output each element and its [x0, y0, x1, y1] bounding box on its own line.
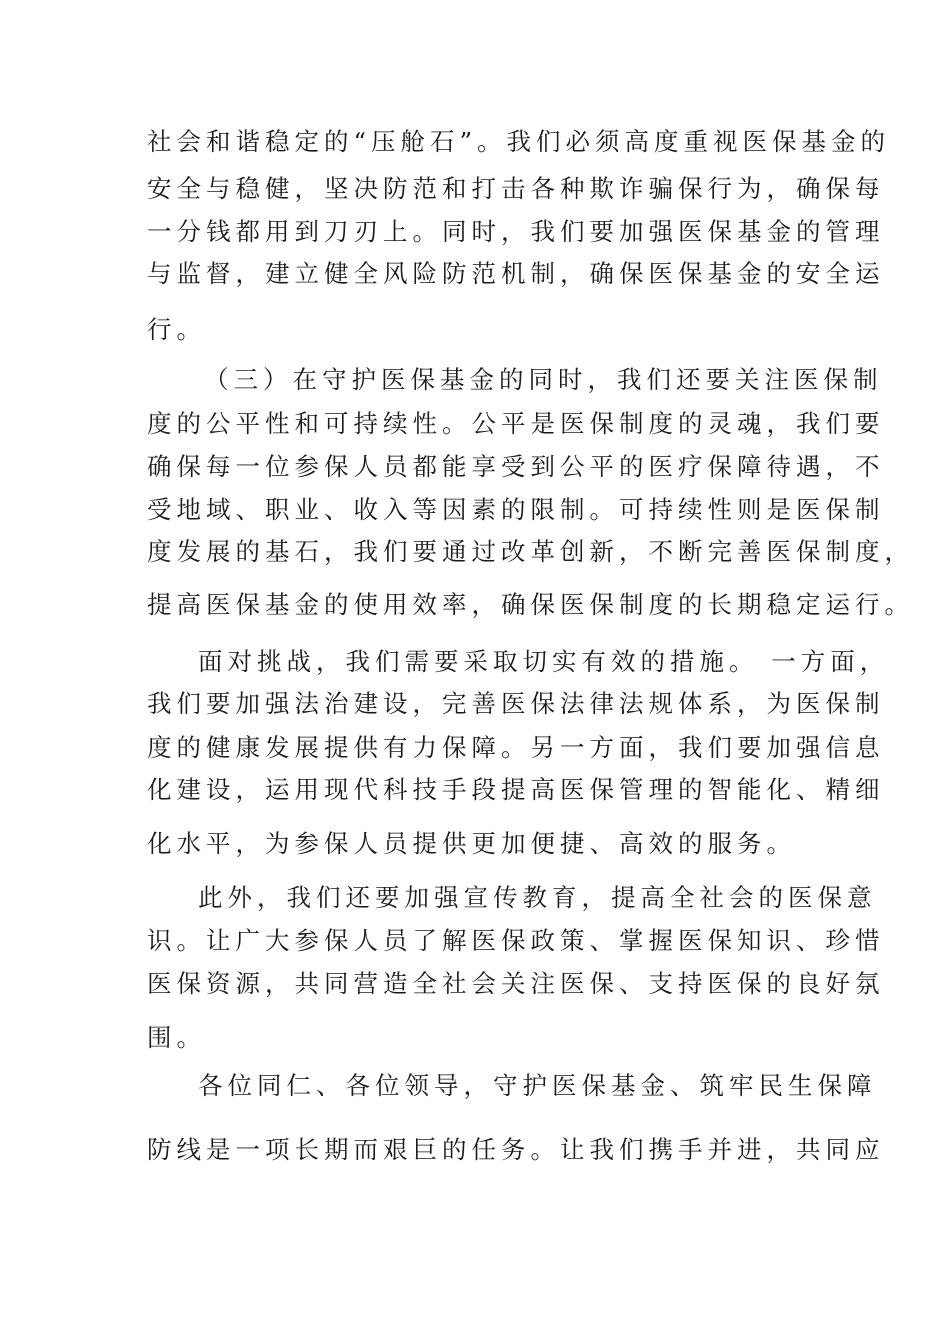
- text-line: 行。: [147, 315, 206, 344]
- text-line: 度的公平性和可持续性。公平是医保制度的灵魂，我们要: [147, 409, 885, 438]
- text-line: 提高医保基金的使用效率，确保医保制度的长期稳定运行。: [147, 590, 914, 619]
- paragraph-first-line: （三）在守护医保基金的同时，我们还要关注医保制: [204, 365, 883, 394]
- text-line: 防线是一项长期而艰巨的任务。让我们携手并进，共同应: [147, 1135, 885, 1164]
- text-line: 度的健康发展提供有力保障。另一方面，我们要加强信息: [147, 733, 885, 762]
- text-line: 化水平，为参保人员提供更加便捷、高效的服务。: [147, 829, 796, 858]
- text-line: 社会和谐稳定的“压舱石”。我们必须高度重视医保基金的: [147, 127, 891, 156]
- text-line: 确保每一位参保人员都能享受到公平的医疗保障待遇，不: [147, 452, 885, 481]
- text-line: 医保资源，共同营造全社会关注医保、支持医保的良好氛: [147, 969, 885, 998]
- text-line: 受地域、职业、收入等因素的限制。可持续性则是医保制: [147, 495, 885, 524]
- text-line: 围。: [147, 1023, 206, 1052]
- text-line: 度发展的基石，我们要通过改革创新，不断完善医保制度，: [147, 537, 914, 566]
- text-line: 安全与稳健，坚决防范和打击各种欺诈骗保行为，确保每: [147, 174, 885, 203]
- text-line: 化建设，运用现代科技手段提高医保管理的智能化、精细: [147, 775, 885, 804]
- paragraph-first-line: 此外，我们还要加强宣传教育，提高全社会的医保意: [198, 883, 877, 912]
- text-line: 我们要加强法治建设，完善医保法律法规体系，为医保制: [147, 689, 885, 718]
- text-line: 一分钱都用到刀刃上。同时，我们要加强医保基金的管理: [147, 217, 885, 246]
- text-line: 识。让广大参保人员了解医保政策、掌握医保知识、珍惜: [147, 926, 885, 955]
- text-line: 与监督，建立健全风险防范机制，确保医保基金的安全运: [147, 259, 885, 288]
- paragraph-first-line: 各位同仁、各位领导，守护医保基金、筑牢民生保障: [198, 1071, 877, 1100]
- paragraph-first-line: 面对挑战，我们需要采取切实有效的措施。 一方面，: [198, 647, 890, 676]
